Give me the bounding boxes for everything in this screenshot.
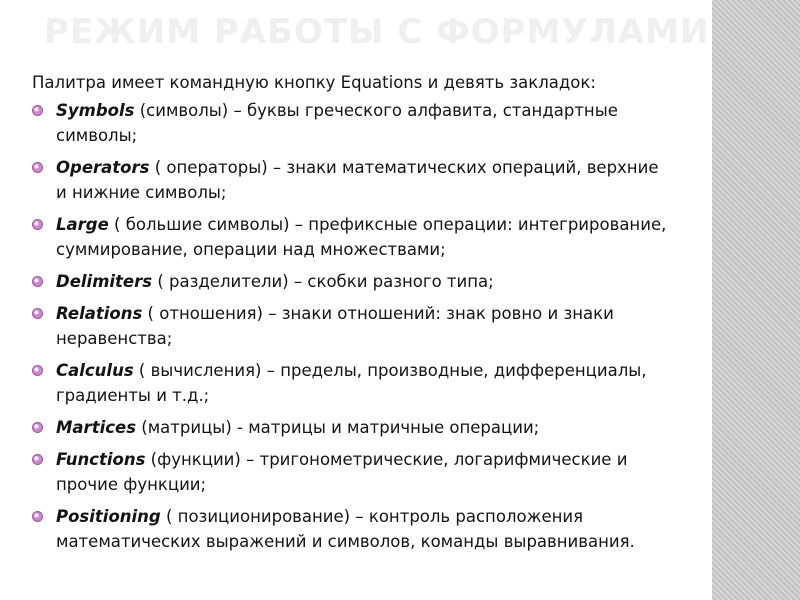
item-text: ( позиционирование) – контроль расположения математических выражений и символов, команды выравнивания. [56, 507, 635, 551]
bullet-icon [32, 422, 43, 433]
item-text: (символы) – буквы греческого алфавита, стандартные символы; [56, 101, 618, 145]
bullet-icon [32, 162, 43, 173]
bullet-icon [32, 365, 43, 376]
item-term: Large [56, 215, 109, 234]
item-term: Symbols [56, 101, 135, 120]
bullet-icon [32, 105, 43, 116]
slide-title: РЕЖИМ РАБОТЫ С ФОРМУЛАМИ [44, 12, 710, 52]
item-text: ( операторы) – знаки математических операций, верхние и нижние символы; [56, 158, 659, 202]
bullet-icon [32, 308, 43, 319]
item-text: (функции) – тригонометрические, логарифмические и прочие функции; [56, 450, 628, 494]
slide-content [32, 70, 672, 561]
list-item [32, 415, 672, 440]
list-item [32, 504, 672, 554]
item-term: Relations [56, 304, 143, 323]
list-item [32, 301, 672, 351]
bullet-icon [32, 276, 43, 287]
list-item [32, 447, 672, 497]
list-item [32, 269, 672, 294]
item-term: Martices [56, 418, 137, 437]
item-text: (матрицы) - матрицы и матричные операции; [136, 418, 540, 437]
bullet-icon [32, 454, 43, 465]
item-term: Delimiters [56, 272, 153, 291]
bullet-icon [32, 219, 43, 230]
item-text: ( вычисления) – пределы, производные, дифференциалы, градиенты и т.д.; [56, 361, 647, 405]
list-item [32, 358, 672, 408]
list-item [32, 98, 672, 148]
item-term: Calculus [56, 361, 134, 380]
intro-text: Палитра имеет командную кнопку Equations и девять закладок: [32, 73, 596, 92]
item-text: ( большие символы) – префиксные операции: интегрирование, суммирование, операции над множествами; [56, 215, 667, 259]
item-term: Positioning [56, 507, 161, 526]
tab-list [32, 98, 672, 554]
list-item [32, 155, 672, 205]
item-term: Operators [56, 158, 150, 177]
bullet-icon [32, 511, 43, 522]
list-item [32, 212, 672, 262]
item-text: ( отношения) – знаки отношений: знак ровно и знаки неравенства; [56, 304, 614, 348]
item-term: Functions [56, 450, 146, 469]
decorative-side-stripe [712, 0, 800, 600]
item-text: ( разделители) – скобки разного типа; [152, 272, 494, 291]
